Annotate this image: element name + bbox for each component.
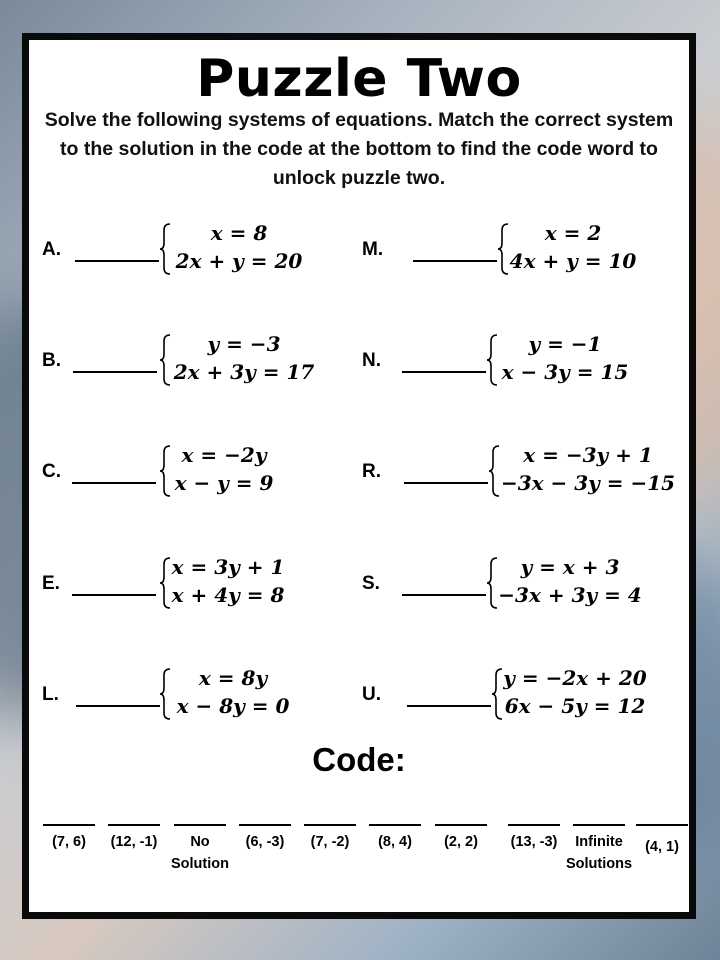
equation-2: x − 3y = 15 xyxy=(501,360,629,384)
code-solution: Infinite Solutions xyxy=(566,834,633,872)
problem-label: A. xyxy=(42,239,61,260)
equation-2: x − y = 9 xyxy=(174,471,274,495)
instructions: Solve the following systems of equations. Match the correct system to the solution in the code at the bottom to find the code word to unlock puzzle two. xyxy=(44,109,674,189)
equation-1: x = 8y xyxy=(198,666,268,690)
problem-e xyxy=(42,553,332,613)
code-solution: (7, -2) xyxy=(310,834,350,850)
equation-1: x = 2 xyxy=(544,221,602,245)
equation-system xyxy=(497,219,697,279)
code-blank[interactable] xyxy=(304,824,356,826)
problem-label: L. xyxy=(42,684,59,705)
problem-label: N. xyxy=(362,350,381,371)
problem-label: B. xyxy=(42,350,61,371)
worksheet xyxy=(22,33,696,919)
problem-s xyxy=(362,553,682,613)
equation-1: x = 3y + 1 xyxy=(171,555,285,579)
answer-blank[interactable] xyxy=(402,371,486,373)
code-slot-7[interactable] xyxy=(428,824,494,853)
code-blank[interactable] xyxy=(369,824,421,826)
code-solution: (4, 1) xyxy=(645,839,679,855)
problem-a xyxy=(42,219,332,279)
problem-label: S. xyxy=(362,573,380,594)
equation-2: 4x + y = 10 xyxy=(509,249,637,273)
code-slot-5[interactable] xyxy=(297,824,363,853)
answer-blank[interactable] xyxy=(404,482,488,484)
equation-2: −3x − 3y = −15 xyxy=(500,471,676,495)
problem-label: C. xyxy=(42,461,61,482)
code-solution: (12, -1) xyxy=(110,834,158,850)
code-slot-6[interactable] xyxy=(362,824,428,853)
equation-1: x = −2y xyxy=(181,443,267,467)
code-solution: No Solution xyxy=(171,834,229,872)
equation-system xyxy=(488,441,688,501)
code-blank[interactable] xyxy=(174,824,226,826)
code-solution: (7, 6) xyxy=(52,834,86,850)
code-blank[interactable] xyxy=(108,824,160,826)
code-solution: (13, -3) xyxy=(510,834,558,850)
equation-2: 2x + y = 20 xyxy=(175,249,303,273)
equation-system xyxy=(159,441,359,501)
problem-u xyxy=(362,664,682,724)
problem-c xyxy=(42,441,332,501)
equation-2: x + 4y = 8 xyxy=(171,583,285,607)
answer-blank[interactable] xyxy=(76,705,160,707)
equation-1: y = −1 xyxy=(528,332,602,356)
problem-r xyxy=(362,441,682,501)
equation-system xyxy=(491,664,691,724)
answer-blank[interactable] xyxy=(72,482,156,484)
equation-2: −3x + 3y = 4 xyxy=(498,583,642,607)
code-blank[interactable] xyxy=(636,824,688,826)
equation-2: x − 8y = 0 xyxy=(176,694,290,718)
code-slot-4[interactable] xyxy=(232,824,298,853)
problem-n xyxy=(362,330,682,390)
code-solution: (2, 2) xyxy=(444,834,478,850)
answer-blank[interactable] xyxy=(72,594,156,596)
code-blank[interactable] xyxy=(435,824,487,826)
problem-label: U. xyxy=(362,684,381,705)
equation-1: y = x + 3 xyxy=(520,555,620,579)
answer-blank[interactable] xyxy=(73,371,157,373)
answer-blank[interactable] xyxy=(407,705,491,707)
equation-system xyxy=(486,330,686,390)
equation-system xyxy=(159,553,359,613)
code-blank[interactable] xyxy=(43,824,95,826)
problem-l xyxy=(42,664,332,724)
code-slot-3[interactable] xyxy=(167,824,233,875)
equation-system xyxy=(159,664,359,724)
equation-1: y = −3 xyxy=(207,332,281,356)
problem-m xyxy=(362,219,682,279)
code-slot-10[interactable] xyxy=(629,824,695,858)
code-slot-2[interactable] xyxy=(101,824,167,853)
code-solution: (8, 4) xyxy=(378,834,412,850)
code-slot-8[interactable] xyxy=(501,824,567,853)
page-title: Puzzle Two xyxy=(196,49,522,109)
problem-label: M. xyxy=(362,239,384,260)
code-solution: (6, -3) xyxy=(245,834,285,850)
problem-b xyxy=(42,330,332,390)
equation-2: 6x − 5y = 12 xyxy=(504,694,646,718)
code-blank[interactable] xyxy=(573,824,625,826)
answer-blank[interactable] xyxy=(402,594,486,596)
answer-blank[interactable] xyxy=(75,260,159,262)
answer-blank[interactable] xyxy=(413,260,497,262)
equation-2: 2x + 3y = 17 xyxy=(173,360,315,384)
equation-system xyxy=(486,553,686,613)
problem-label: E. xyxy=(42,573,60,594)
code-blank[interactable] xyxy=(508,824,560,826)
equation-1: y = −2x + 20 xyxy=(503,666,647,690)
equation-system xyxy=(159,219,359,279)
equation-1: x = −3y + 1 xyxy=(523,443,653,467)
code-title: Code: xyxy=(312,741,406,778)
code-blank[interactable] xyxy=(239,824,291,826)
code-slot-1[interactable] xyxy=(36,824,102,853)
problem-label: R. xyxy=(362,461,381,482)
equation-system xyxy=(159,330,359,390)
code-slot-9[interactable] xyxy=(566,824,632,875)
equation-1: x = 8 xyxy=(210,221,268,245)
